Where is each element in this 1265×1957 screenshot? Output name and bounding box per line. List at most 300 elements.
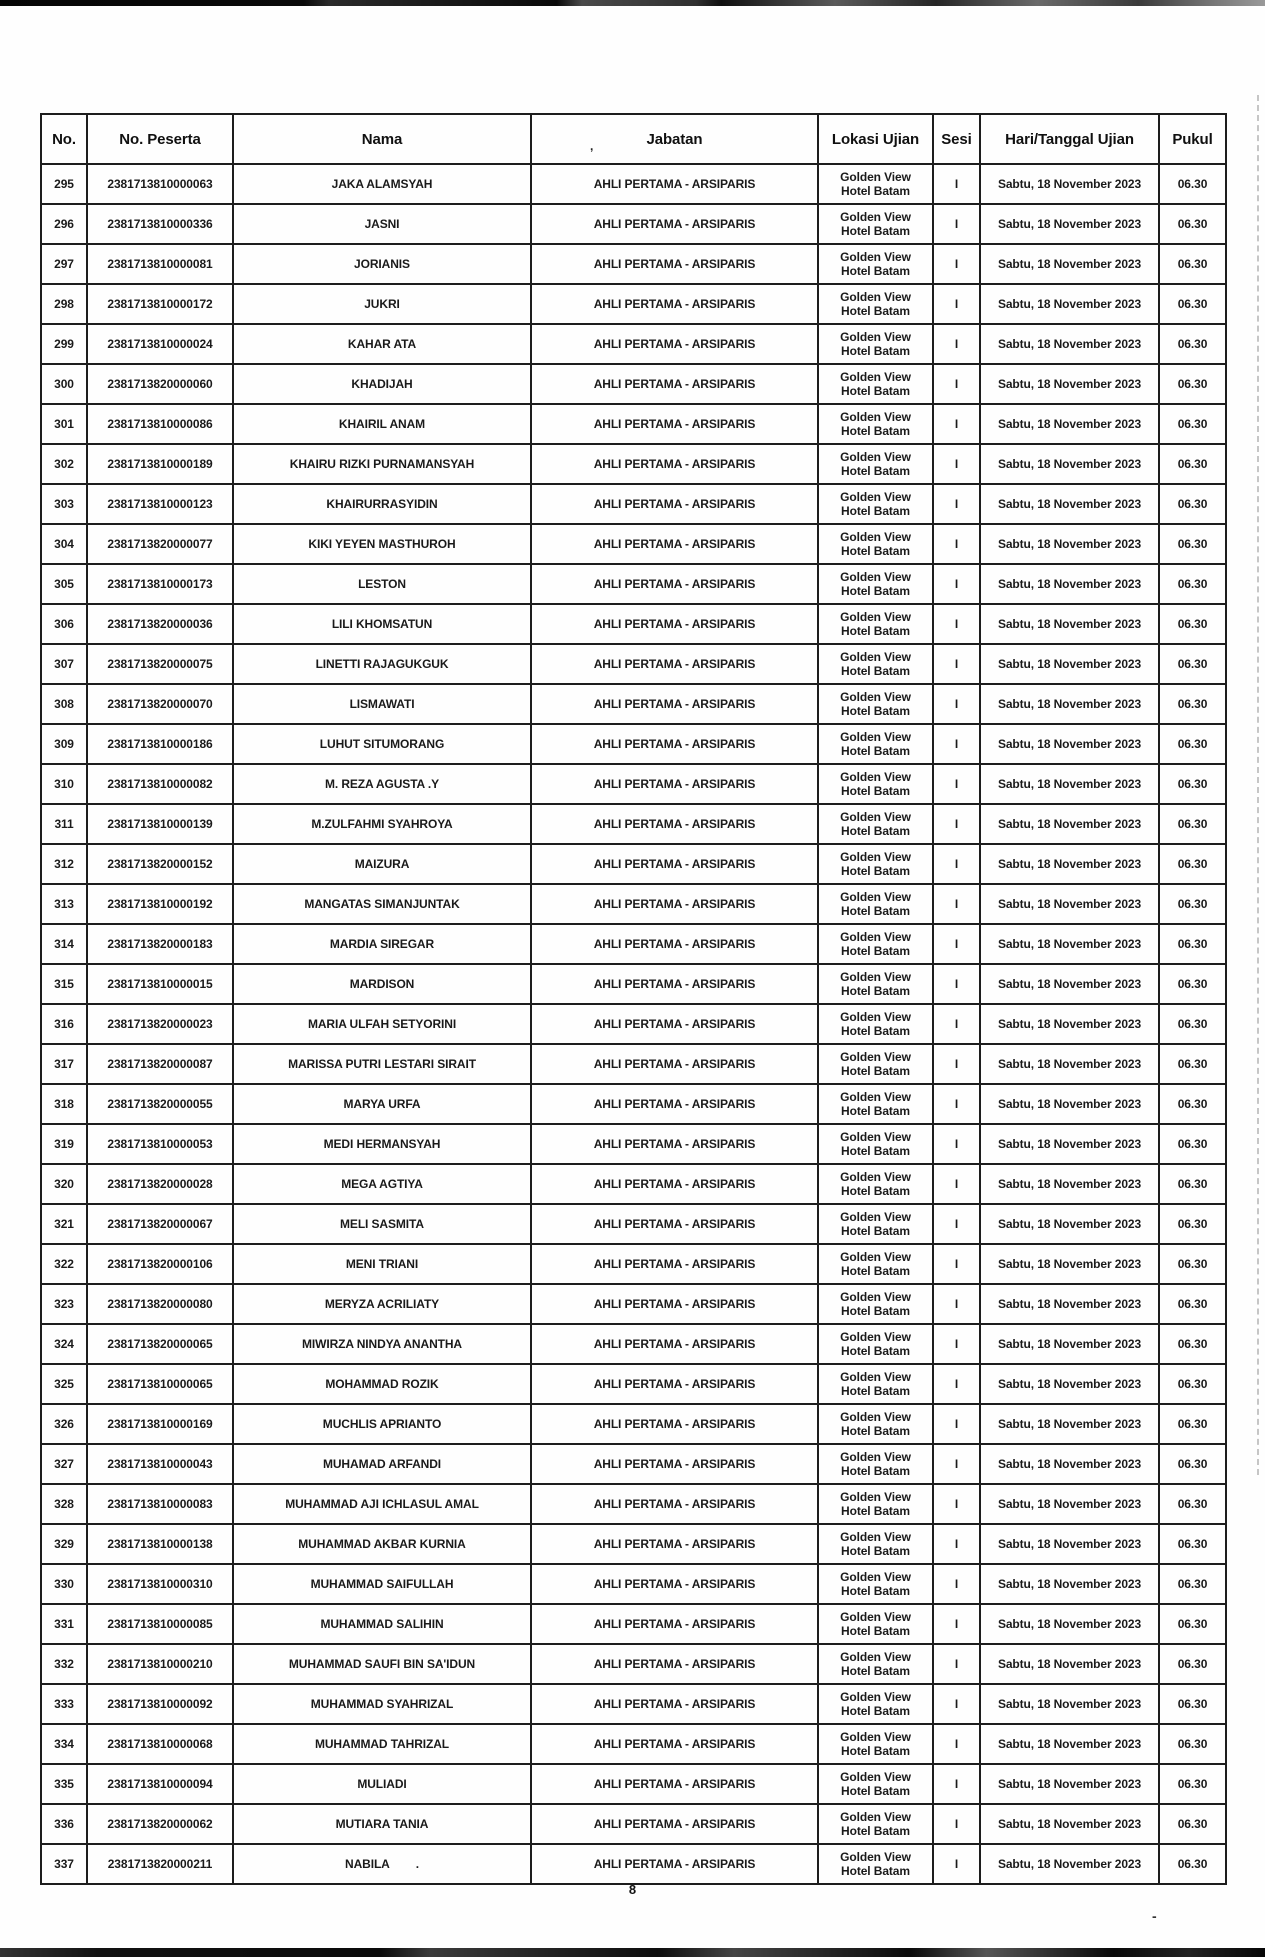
cell-peserta: 2381713820000106	[87, 1244, 233, 1284]
cell-hari: Sabtu, 18 November 2023	[980, 244, 1159, 284]
table-row	[41, 204, 1226, 244]
lokasi-line: Golden View	[840, 929, 911, 944]
cell-no: 336	[41, 1804, 87, 1844]
cell-lokasi	[818, 1084, 933, 1124]
cell-hari: Sabtu, 18 November 2023	[980, 1844, 1159, 1884]
cell-no: 296	[41, 204, 87, 244]
cell-peserta: 2381713810000024	[87, 324, 233, 364]
cell-sesi: I	[933, 1404, 980, 1444]
cell-pukul: 06.30	[1159, 1764, 1226, 1804]
cell-hari: Sabtu, 18 November 2023	[980, 1004, 1159, 1044]
header-pukul: Pukul	[1159, 114, 1226, 164]
table-body	[41, 164, 1226, 1884]
table-row	[41, 364, 1226, 404]
lokasi-line: Golden View	[840, 1329, 911, 1344]
cell-nama: MARISSA PUTRI LESTARI SIRAIT	[233, 1044, 531, 1084]
cell-lokasi	[818, 644, 933, 684]
cell-no: 314	[41, 924, 87, 964]
cell-no: 333	[41, 1684, 87, 1724]
lokasi-line: Golden View	[840, 1369, 911, 1384]
cell-jabatan: AHLI PERTAMA - ARSIPARIS	[531, 1564, 818, 1604]
lokasi-line: Hotel Batam	[841, 1664, 910, 1678]
cell-hari: Sabtu, 18 November 2023	[980, 484, 1159, 524]
lokasi-line: Golden View	[840, 1649, 911, 1664]
cell-peserta: 2381713810000173	[87, 564, 233, 604]
cell-pukul: 06.30	[1159, 764, 1226, 804]
cell-lokasi	[818, 1804, 933, 1844]
cell-peserta: 2381713810000092	[87, 1684, 233, 1724]
cell-hari: Sabtu, 18 November 2023	[980, 1444, 1159, 1484]
cell-hari: Sabtu, 18 November 2023	[980, 444, 1159, 484]
cell-lokasi	[818, 1844, 933, 1884]
cell-peserta: 2381713820000087	[87, 1044, 233, 1084]
lokasi-line: Hotel Batam	[841, 1224, 910, 1238]
table-row	[41, 1564, 1226, 1604]
cell-jabatan: AHLI PERTAMA - ARSIPARIS	[531, 1284, 818, 1324]
cell-peserta: 2381713810000085	[87, 1604, 233, 1644]
cell-no: 324	[41, 1324, 87, 1364]
cell-lokasi	[818, 844, 933, 884]
lokasi-line: Golden View	[840, 1849, 911, 1864]
cell-no: 311	[41, 804, 87, 844]
cell-hari: Sabtu, 18 November 2023	[980, 1364, 1159, 1404]
cell-jabatan: AHLI PERTAMA - ARSIPARIS	[531, 1644, 818, 1684]
cell-sesi: I	[933, 964, 980, 1004]
cell-lokasi	[818, 604, 933, 644]
cell-jabatan: AHLI PERTAMA - ARSIPARIS	[531, 564, 818, 604]
lokasi-line: Hotel Batam	[841, 184, 910, 198]
cell-sesi: I	[933, 684, 980, 724]
cell-nama: MANGATAS SIMANJUNTAK	[233, 884, 531, 924]
cell-pukul: 06.30	[1159, 804, 1226, 844]
header-hari-tanggal: Hari/Tanggal Ujian	[980, 114, 1159, 164]
cell-lokasi	[818, 1724, 933, 1764]
cell-pukul: 06.30	[1159, 844, 1226, 884]
cell-peserta: 2381713820000055	[87, 1084, 233, 1124]
cell-sesi: I	[933, 404, 980, 444]
cell-no: 317	[41, 1044, 87, 1084]
cell-peserta: 2381713810000169	[87, 1404, 233, 1444]
lokasi-line: Hotel Batam	[841, 1744, 910, 1758]
cell-lokasi	[818, 204, 933, 244]
table-row	[41, 484, 1226, 524]
lokasi-line: Hotel Batam	[841, 1504, 910, 1518]
cell-jabatan: AHLI PERTAMA - ARSIPARIS	[531, 444, 818, 484]
cell-hari: Sabtu, 18 November 2023	[980, 1044, 1159, 1084]
cell-hari: Sabtu, 18 November 2023	[980, 924, 1159, 964]
cell-hari: Sabtu, 18 November 2023	[980, 1644, 1159, 1684]
lokasi-line: Hotel Batam	[841, 904, 910, 918]
cell-nama: MUHAMMAD AKBAR KURNIA	[233, 1524, 531, 1564]
cell-jabatan: AHLI PERTAMA - ARSIPARIS	[531, 1084, 818, 1124]
cell-no: 331	[41, 1604, 87, 1644]
lokasi-line: Hotel Batam	[841, 1264, 910, 1278]
header-lokasi-ujian: Lokasi Ujian	[818, 114, 933, 164]
cell-nama: JUKRI	[233, 284, 531, 324]
cell-peserta: 2381713810000083	[87, 1484, 233, 1524]
cell-lokasi	[818, 1444, 933, 1484]
lokasi-line: Golden View	[840, 409, 911, 424]
lokasi-line: Hotel Batam	[841, 1144, 910, 1158]
cell-lokasi	[818, 1284, 933, 1324]
table-row	[41, 1804, 1226, 1844]
lokasi-line: Hotel Batam	[841, 464, 910, 478]
cell-sesi: I	[933, 284, 980, 324]
lokasi-line: Golden View	[840, 1129, 911, 1144]
cell-hari: Sabtu, 18 November 2023	[980, 204, 1159, 244]
table-row	[41, 1524, 1226, 1564]
cell-hari: Sabtu, 18 November 2023	[980, 1084, 1159, 1124]
cell-jabatan: AHLI PERTAMA - ARSIPARIS	[531, 244, 818, 284]
lokasi-line: Hotel Batam	[841, 984, 910, 998]
cell-nama: KIKI YEYEN MASTHUROH	[233, 524, 531, 564]
cell-jabatan: AHLI PERTAMA - ARSIPARIS	[531, 1604, 818, 1644]
cell-no: 337	[41, 1844, 87, 1884]
cell-hari: Sabtu, 18 November 2023	[980, 1164, 1159, 1204]
lokasi-line: Hotel Batam	[841, 704, 910, 718]
cell-jabatan: AHLI PERTAMA - ARSIPARIS	[531, 764, 818, 804]
cell-jabatan: AHLI PERTAMA - ARSIPARIS	[531, 364, 818, 404]
cell-hari: Sabtu, 18 November 2023	[980, 1284, 1159, 1324]
cell-peserta: 2381713820000183	[87, 924, 233, 964]
lokasi-line: Golden View	[840, 1729, 911, 1744]
cell-nama: MAIZURA	[233, 844, 531, 884]
stray-comma-mark: ,	[590, 139, 594, 153]
cell-lokasi	[818, 684, 933, 724]
lokasi-line: Hotel Batam	[841, 424, 910, 438]
lokasi-line: Golden View	[840, 449, 911, 464]
cell-lokasi	[818, 1044, 933, 1084]
table-row	[41, 964, 1226, 1004]
lokasi-line: Hotel Batam	[841, 664, 910, 678]
lokasi-line: Hotel Batam	[841, 1464, 910, 1478]
cell-sesi: I	[933, 524, 980, 564]
cell-peserta: 2381713810000053	[87, 1124, 233, 1164]
cell-peserta: 2381713820000060	[87, 364, 233, 404]
cell-jabatan: AHLI PERTAMA - ARSIPARIS	[531, 724, 818, 764]
lokasi-line: Hotel Batam	[841, 1024, 910, 1038]
cell-jabatan: AHLI PERTAMA - ARSIPARIS	[531, 1364, 818, 1404]
cell-sesi: I	[933, 1484, 980, 1524]
cell-nama: MARIA ULFAH SETYORINI	[233, 1004, 531, 1044]
cell-nama: KHADIJAH	[233, 364, 531, 404]
cell-pukul: 06.30	[1159, 604, 1226, 644]
cell-jabatan: AHLI PERTAMA - ARSIPARIS	[531, 524, 818, 564]
cell-pukul: 06.30	[1159, 1804, 1226, 1844]
cell-peserta: 2381713810000063	[87, 164, 233, 204]
lokasi-line: Hotel Batam	[841, 1064, 910, 1078]
table-row	[41, 1204, 1226, 1244]
cell-peserta: 2381713810000082	[87, 764, 233, 804]
lokasi-line: Golden View	[840, 1409, 911, 1424]
table-row	[41, 244, 1226, 284]
table-row	[41, 804, 1226, 844]
lokasi-line: Golden View	[840, 1569, 911, 1584]
cell-nama: LUHUT SITUMORANG	[233, 724, 531, 764]
table-row	[41, 684, 1226, 724]
cell-peserta: 2381713810000043	[87, 1444, 233, 1484]
lokasi-line: Golden View	[840, 649, 911, 664]
cell-hari: Sabtu, 18 November 2023	[980, 604, 1159, 644]
lokasi-line: Golden View	[840, 369, 911, 384]
cell-nama: MARDISON	[233, 964, 531, 1004]
cell-no: 306	[41, 604, 87, 644]
cell-pukul: 06.30	[1159, 284, 1226, 324]
cell-jabatan: AHLI PERTAMA - ARSIPARIS	[531, 964, 818, 1004]
cell-nama: LESTON	[233, 564, 531, 604]
cell-hari: Sabtu, 18 November 2023	[980, 1324, 1159, 1364]
cell-nama: MUHAMMAD SAUFI BIN SA'IDUN	[233, 1644, 531, 1684]
lokasi-line: Hotel Batam	[841, 304, 910, 318]
cell-no: 295	[41, 164, 87, 204]
cell-nama: MELI SASMITA	[233, 1204, 531, 1244]
cell-no: 301	[41, 404, 87, 444]
header-nama: Nama	[233, 114, 531, 164]
cell-peserta: 2381713820000070	[87, 684, 233, 724]
cell-pukul: 06.30	[1159, 644, 1226, 684]
cell-no: 305	[41, 564, 87, 604]
cell-hari: Sabtu, 18 November 2023	[980, 1484, 1159, 1524]
cell-jabatan: AHLI PERTAMA - ARSIPARIS	[531, 844, 818, 884]
table-row	[41, 1844, 1226, 1884]
lokasi-line: Golden View	[840, 1009, 911, 1024]
lokasi-line: Hotel Batam	[841, 1584, 910, 1598]
lokasi-line: Golden View	[840, 889, 911, 904]
cell-jabatan: AHLI PERTAMA - ARSIPARIS	[531, 604, 818, 644]
cell-pukul: 06.30	[1159, 564, 1226, 604]
table-row	[41, 1444, 1226, 1484]
cell-jabatan: AHLI PERTAMA - ARSIPARIS	[531, 1404, 818, 1444]
cell-hari: Sabtu, 18 November 2023	[980, 964, 1159, 1004]
lokasi-line: Golden View	[840, 569, 911, 584]
table-row	[41, 1164, 1226, 1204]
cell-pukul: 06.30	[1159, 444, 1226, 484]
cell-nama: MUHAMMAD TAHRIZAL	[233, 1724, 531, 1764]
cell-sesi: I	[933, 364, 980, 404]
cell-nama: MEGA AGTIYA	[233, 1164, 531, 1204]
cell-lokasi	[818, 484, 933, 524]
lokasi-line: Golden View	[840, 1529, 911, 1544]
cell-jabatan: AHLI PERTAMA - ARSIPARIS	[531, 1484, 818, 1524]
lokasi-line: Golden View	[840, 769, 911, 784]
cell-hari: Sabtu, 18 November 2023	[980, 1244, 1159, 1284]
lokasi-line: Hotel Batam	[841, 744, 910, 758]
cell-pukul: 06.30	[1159, 724, 1226, 764]
table-row	[41, 1724, 1226, 1764]
cell-hari: Sabtu, 18 November 2023	[980, 1804, 1159, 1844]
table-row	[41, 1244, 1226, 1284]
cell-lokasi	[818, 764, 933, 804]
cell-no: 318	[41, 1084, 87, 1124]
lokasi-line: Golden View	[840, 1249, 911, 1264]
table-row	[41, 1484, 1226, 1524]
lokasi-line: Hotel Batam	[841, 944, 910, 958]
lokasi-line: Golden View	[840, 209, 911, 224]
cell-no: 304	[41, 524, 87, 564]
cell-hari: Sabtu, 18 November 2023	[980, 724, 1159, 764]
lokasi-line: Golden View	[840, 1049, 911, 1064]
cell-no: 319	[41, 1124, 87, 1164]
lokasi-line: Golden View	[840, 1689, 911, 1704]
table-row	[41, 1324, 1226, 1364]
cell-jabatan: AHLI PERTAMA - ARSIPARIS	[531, 324, 818, 364]
cell-hari: Sabtu, 18 November 2023	[980, 564, 1159, 604]
cell-no: 308	[41, 684, 87, 724]
cell-no: 323	[41, 1284, 87, 1324]
cell-sesi: I	[933, 1684, 980, 1724]
cell-no: 326	[41, 1404, 87, 1444]
cell-jabatan: AHLI PERTAMA - ARSIPARIS	[531, 1764, 818, 1804]
lokasi-line: Golden View	[840, 1769, 911, 1784]
lokasi-line: Golden View	[840, 1809, 911, 1824]
cell-hari: Sabtu, 18 November 2023	[980, 844, 1159, 884]
table-row	[41, 1124, 1226, 1164]
lokasi-line: Golden View	[840, 329, 911, 344]
lokasi-line: Golden View	[840, 1489, 911, 1504]
cell-sesi: I	[933, 244, 980, 284]
lokasi-line: Hotel Batam	[841, 384, 910, 398]
cell-hari: Sabtu, 18 November 2023	[980, 324, 1159, 364]
cell-sesi: I	[933, 484, 980, 524]
lokasi-line: Hotel Batam	[841, 1704, 910, 1718]
lokasi-line: Golden View	[840, 529, 911, 544]
lokasi-line: Golden View	[840, 1209, 911, 1224]
cell-nama: M. REZA AGUSTA .Y	[233, 764, 531, 804]
cell-jabatan: AHLI PERTAMA - ARSIPARIS	[531, 484, 818, 524]
cell-sesi: I	[933, 164, 980, 204]
cell-lokasi	[818, 564, 933, 604]
lokasi-line: Hotel Batam	[841, 1384, 910, 1398]
cell-sesi: I	[933, 604, 980, 644]
lokasi-line: Golden View	[840, 809, 911, 824]
cell-pukul: 06.30	[1159, 884, 1226, 924]
cell-nama: LISMAWATI	[233, 684, 531, 724]
cell-sesi: I	[933, 1364, 980, 1404]
cell-jabatan: AHLI PERTAMA - ARSIPARIS	[531, 1844, 818, 1884]
lokasi-line: Hotel Batam	[841, 1104, 910, 1118]
cell-lokasi	[818, 1164, 933, 1204]
cell-peserta: 2381713820000062	[87, 1804, 233, 1844]
cell-peserta: 2381713820000036	[87, 604, 233, 644]
cell-sesi: I	[933, 1284, 980, 1324]
table-row	[41, 1004, 1226, 1044]
cell-nama: LINETTI RAJAGUKGUK	[233, 644, 531, 684]
scan-artifact-dash: -	[1152, 1908, 1157, 1924]
lokasi-line: Golden View	[840, 969, 911, 984]
lokasi-line: Golden View	[840, 849, 911, 864]
table-row	[41, 524, 1226, 564]
cell-lokasi	[818, 404, 933, 444]
lokasi-line: Golden View	[840, 249, 911, 264]
cell-no: 327	[41, 1444, 87, 1484]
cell-sesi: I	[933, 764, 980, 804]
cell-nama: M.ZULFAHMI SYAHROYA	[233, 804, 531, 844]
table-row	[41, 764, 1226, 804]
cell-peserta: 2381713810000336	[87, 204, 233, 244]
cell-no: 310	[41, 764, 87, 804]
cell-no: 329	[41, 1524, 87, 1564]
cell-lokasi	[818, 1524, 933, 1564]
cell-lokasi	[818, 1404, 933, 1444]
lokasi-line: Hotel Batam	[841, 1824, 910, 1838]
cell-hari: Sabtu, 18 November 2023	[980, 684, 1159, 724]
cell-pukul: 06.30	[1159, 1164, 1226, 1204]
lokasi-line: Hotel Batam	[841, 624, 910, 638]
header-jabatan-label: Jabatan	[646, 130, 703, 148]
cell-nama: MUCHLIS APRIANTO	[233, 1404, 531, 1444]
cell-peserta: 2381713810000138	[87, 1524, 233, 1564]
cell-hari: Sabtu, 18 November 2023	[980, 524, 1159, 564]
cell-jabatan: AHLI PERTAMA - ARSIPARIS	[531, 924, 818, 964]
cell-no: 322	[41, 1244, 87, 1284]
table-row	[41, 404, 1226, 444]
cell-pukul: 06.30	[1159, 1404, 1226, 1444]
cell-no: 334	[41, 1724, 87, 1764]
cell-jabatan: AHLI PERTAMA - ARSIPARIS	[531, 1684, 818, 1724]
cell-hari: Sabtu, 18 November 2023	[980, 1564, 1159, 1604]
cell-lokasi	[818, 1684, 933, 1724]
cell-pukul: 06.30	[1159, 164, 1226, 204]
table-row	[41, 1084, 1226, 1124]
cell-jabatan: AHLI PERTAMA - ARSIPARIS	[531, 1324, 818, 1364]
cell-jabatan: AHLI PERTAMA - ARSIPARIS	[531, 1524, 818, 1564]
cell-nama: MARDIA SIREGAR	[233, 924, 531, 964]
cell-hari: Sabtu, 18 November 2023	[980, 1404, 1159, 1444]
cell-peserta: 2381713810000172	[87, 284, 233, 324]
cell-nama: MUHAMMAD AJI ICHLASUL AMAL	[233, 1484, 531, 1524]
cell-jabatan: AHLI PERTAMA - ARSIPARIS	[531, 1244, 818, 1284]
cell-hari: Sabtu, 18 November 2023	[980, 1124, 1159, 1164]
cell-jabatan: AHLI PERTAMA - ARSIPARIS	[531, 404, 818, 444]
cell-pukul: 06.30	[1159, 1324, 1226, 1364]
cell-sesi: I	[933, 324, 980, 364]
cell-jabatan: AHLI PERTAMA - ARSIPARIS	[531, 884, 818, 924]
lokasi-line: Hotel Batam	[841, 1544, 910, 1558]
cell-hari: Sabtu, 18 November 2023	[980, 1764, 1159, 1804]
cell-pukul: 06.30	[1159, 1364, 1226, 1404]
table-header-row	[41, 114, 1226, 164]
cell-pukul: 06.30	[1159, 964, 1226, 1004]
cell-lokasi	[818, 284, 933, 324]
cell-no: 320	[41, 1164, 87, 1204]
header-jabatan	[531, 114, 818, 164]
lokasi-line: Golden View	[840, 1609, 911, 1624]
cell-pukul: 06.30	[1159, 1644, 1226, 1684]
table-row	[41, 1684, 1226, 1724]
cell-no: 299	[41, 324, 87, 364]
table-row	[41, 164, 1226, 204]
cell-peserta: 2381713820000028	[87, 1164, 233, 1204]
cell-pukul: 06.30	[1159, 404, 1226, 444]
cell-jabatan: AHLI PERTAMA - ARSIPARIS	[531, 684, 818, 724]
cell-sesi: I	[933, 444, 980, 484]
cell-lokasi	[818, 364, 933, 404]
cell-no: 309	[41, 724, 87, 764]
cell-sesi: I	[933, 1004, 980, 1044]
lokasi-line: Hotel Batam	[841, 784, 910, 798]
lokasi-line: Golden View	[840, 689, 911, 704]
cell-peserta: 2381713810000081	[87, 244, 233, 284]
cell-hari: Sabtu, 18 November 2023	[980, 764, 1159, 804]
table-row	[41, 844, 1226, 884]
table-row	[41, 324, 1226, 364]
cell-peserta: 2381713810000310	[87, 1564, 233, 1604]
lokasi-line: Hotel Batam	[841, 1184, 910, 1198]
cell-pukul: 06.30	[1159, 1724, 1226, 1764]
cell-nama: LILI KHOMSATUN	[233, 604, 531, 644]
cell-no: 321	[41, 1204, 87, 1244]
cell-pukul: 06.30	[1159, 1484, 1226, 1524]
